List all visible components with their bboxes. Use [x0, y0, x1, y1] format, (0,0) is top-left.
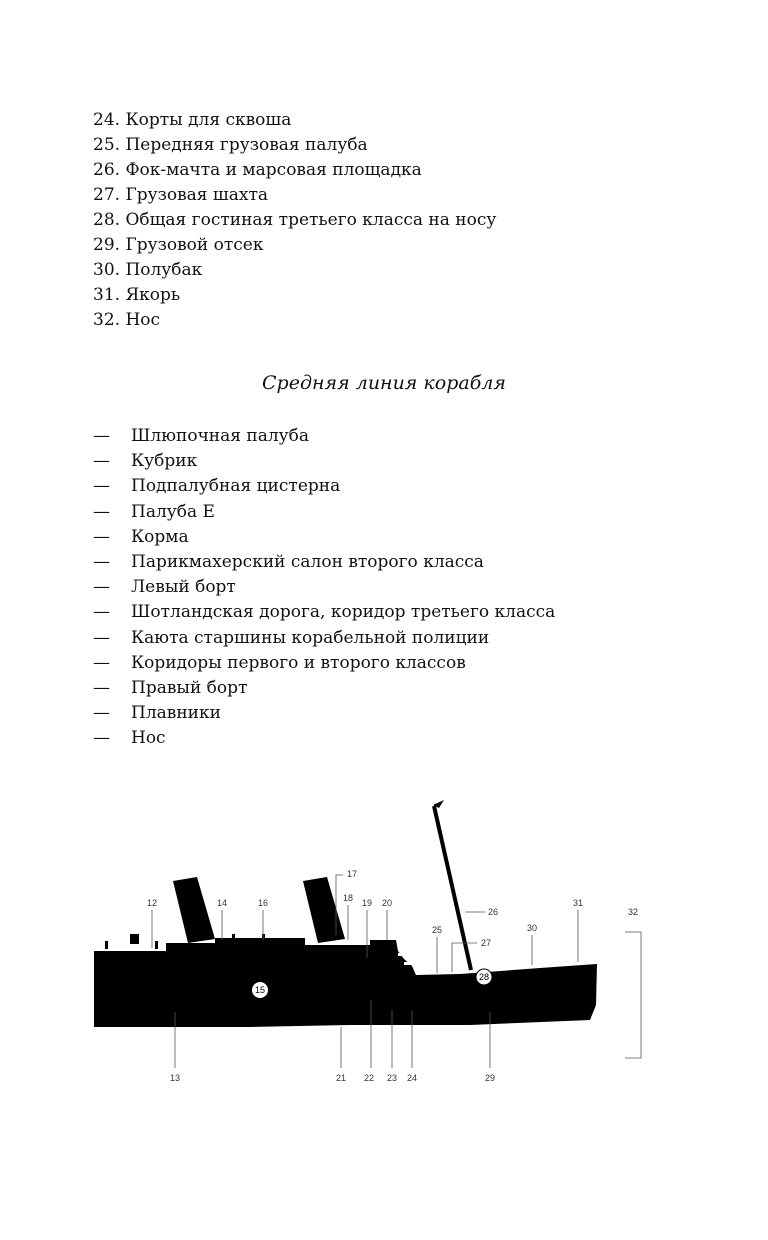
- bridge-step: [398, 953, 408, 956]
- list-item-text: Плавники: [131, 703, 221, 724]
- dash-marker: —: [93, 501, 110, 522]
- deck-vent: [232, 934, 235, 940]
- list-item: [93, 474, 555, 499]
- deck-vent: [262, 934, 265, 940]
- callout-28: 28: [478, 972, 490, 982]
- section-title: Средняя линия корабля: [262, 372, 506, 394]
- callout-25: 25: [431, 925, 443, 935]
- bridge-step: [404, 962, 414, 965]
- dash-marker: —: [93, 577, 110, 598]
- dash-marker: —: [93, 627, 110, 648]
- list-item: [93, 701, 555, 726]
- funnel-forward: [303, 877, 345, 943]
- list-item-text: Подпалубная цистерна: [131, 476, 341, 497]
- list-item-text: Левый борт: [131, 577, 236, 598]
- bridge-block: [370, 940, 396, 962]
- funnel-aft: [173, 877, 215, 943]
- dash-marker: —: [93, 451, 110, 472]
- leader-line-32: [625, 932, 641, 1058]
- list-item: [93, 424, 555, 449]
- ship-cross-section-diagram: [0, 780, 768, 1110]
- list-item: [93, 550, 555, 575]
- callout-22: 22: [363, 1073, 375, 1083]
- callout-24: 24: [406, 1073, 418, 1083]
- list-item: [93, 600, 555, 625]
- list-item-text: Корма: [131, 526, 189, 547]
- list-item-text: Шлюпочная палуба: [131, 426, 310, 446]
- list-item: [93, 651, 555, 676]
- legend-item-31: 31. Якорь: [93, 285, 181, 305]
- deck-vent: [155, 941, 158, 949]
- ship-hull: [94, 938, 597, 1027]
- centerline-list: [93, 424, 555, 751]
- list-item-text: Каюта старшины корабельной полиции: [131, 627, 490, 648]
- list-item-text: Коридоры первого и второго классов: [131, 652, 466, 673]
- legend-item-28: 28. Общая гостиная третьего класса на носу: [93, 210, 497, 230]
- callout-23: 23: [386, 1073, 398, 1083]
- list-item-text: Правый борт: [131, 677, 248, 698]
- dash-marker: —: [93, 426, 110, 446]
- legend-item-32: 32. Нос: [93, 310, 161, 330]
- deck-vent: [105, 941, 108, 949]
- foremast: [431, 806, 471, 970]
- callout-31: 31: [572, 898, 584, 908]
- callout-16: 16: [257, 898, 269, 908]
- deck-vent: [130, 934, 139, 944]
- dash-marker: —: [93, 476, 110, 497]
- callout-30: 30: [526, 923, 538, 933]
- legend-item-27: 27. Грузовая шахта: [93, 185, 268, 205]
- callout-19: 19: [361, 898, 373, 908]
- callout-20: 20: [381, 898, 393, 908]
- list-item-text: Парикмахерский салон второго класса: [131, 551, 484, 572]
- dash-marker: —: [93, 652, 110, 673]
- dash-marker: —: [93, 728, 110, 749]
- legend-item-29: 29. Грузовой отсек: [93, 235, 264, 255]
- legend-item-26: 26. Фок-мачта и марсовая площадка: [93, 160, 422, 180]
- list-item: [93, 626, 555, 651]
- callout-15: 15: [254, 985, 266, 995]
- callout-27: 27: [480, 938, 492, 948]
- callout-21: 21: [335, 1073, 347, 1083]
- callout-29: 29: [484, 1073, 496, 1083]
- dash-marker: —: [93, 526, 110, 547]
- dash-marker: —: [93, 551, 110, 572]
- callout-32: 32: [627, 907, 639, 917]
- dash-marker: —: [93, 602, 110, 623]
- callout-18: 18: [342, 893, 354, 903]
- legend-item-24: 24. Корты для сквоша: [93, 110, 292, 130]
- list-item: [93, 525, 555, 550]
- callout-14: 14: [216, 898, 228, 908]
- list-item: [93, 726, 555, 751]
- callout-13: 13: [169, 1073, 181, 1083]
- numbered-legend-list: [93, 108, 496, 333]
- list-item: [93, 676, 555, 701]
- list-item-text: Кубрик: [131, 451, 198, 472]
- list-item-text: Шотландская дорога, коридор третьего класса: [131, 602, 556, 623]
- list-item: [93, 500, 555, 525]
- dash-marker: —: [93, 677, 110, 698]
- legend-item-25: 25. Передняя грузовая палуба: [93, 135, 368, 155]
- list-item-text: Нос: [131, 728, 166, 749]
- callout-12: 12: [146, 898, 158, 908]
- dash-marker: —: [93, 703, 110, 724]
- list-item: [93, 449, 555, 474]
- list-item: [93, 575, 555, 600]
- callout-26: 26: [487, 907, 499, 917]
- legend-item-30: 30. Полубак: [93, 260, 203, 280]
- callout-17: 17: [346, 869, 358, 879]
- list-item-text: Палуба Е: [131, 501, 215, 522]
